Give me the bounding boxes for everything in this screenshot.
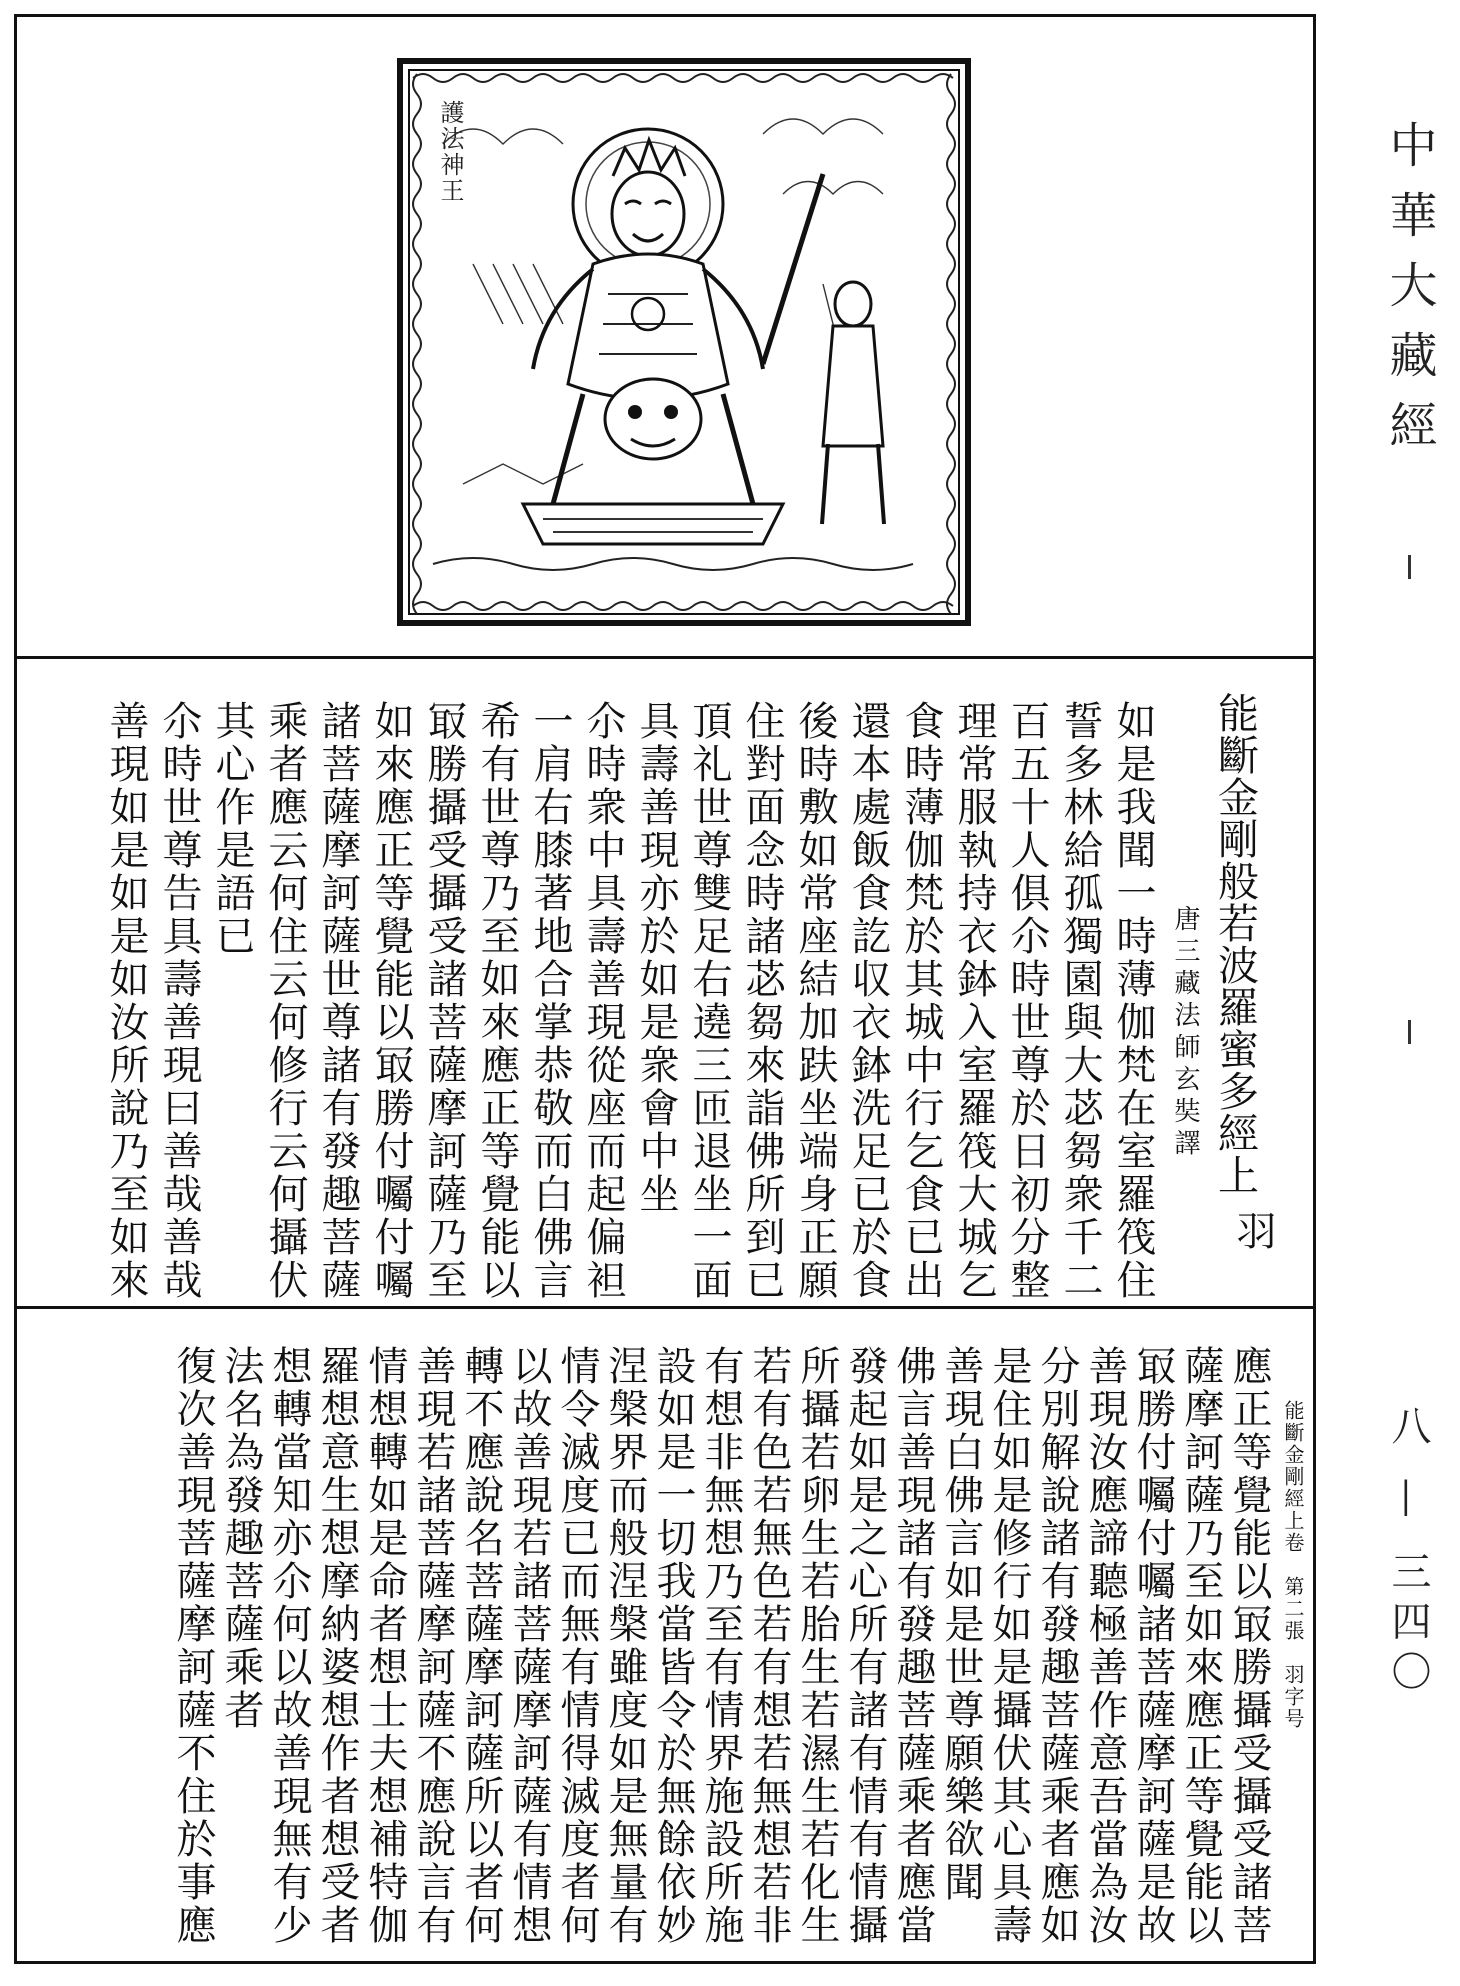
- margin-tick: [1408, 1020, 1411, 1044]
- text-column: 佛言善現諸有發趣菩薩乘者應當: [890, 1345, 936, 1947]
- text-column: 應正等覺能以冣勝攝受攝受諸菩: [1226, 1345, 1272, 1947]
- text-column: 後時敷如常座結加趺坐端身正願: [792, 700, 838, 1302]
- text-column: 冣勝攝受攝受諸菩薩摩訶薩乃至: [421, 700, 467, 1302]
- text-column: 住對面念時諸苾芻來詣佛所到已: [739, 700, 785, 1302]
- text-column: 是住如是修行如是攝伏其心具壽: [986, 1345, 1032, 1947]
- text-column: 諸菩薩摩訶薩世尊諸有發趣菩薩: [315, 700, 361, 1302]
- text-column: 冣勝付囑付囑諸菩薩摩訶薩是故: [1130, 1345, 1176, 1947]
- text-column: 設如是一切我當皆令於無餘依妙: [650, 1345, 696, 1947]
- text-column: 善現如是如是如汝所說乃至如來: [103, 700, 149, 1302]
- text-column: 如來應正等覺能以冣勝付囑付囑: [368, 700, 414, 1302]
- text-column: 發起如是之心所有諸有情有情攝: [842, 1345, 888, 1947]
- volume-mark: 羽: [1230, 1210, 1276, 1253]
- text-column: 若有色若無色若有想若無想若非: [746, 1345, 792, 1947]
- text-column: 乘者應云何住云何修行云何攝伏: [262, 700, 308, 1302]
- text-column: 情令滅度已而無有情得滅度者何: [554, 1345, 600, 1947]
- text-column: 善現若諸菩薩摩訶薩不應說言有: [410, 1345, 456, 1947]
- sutra-title: 能斷金剛般若波羅蜜多經上: [1211, 692, 1259, 1196]
- translator-line: 唐三藏法師玄奘譯: [1170, 905, 1200, 1161]
- text-column: 善現白佛言如是世尊願樂欲聞: [938, 1345, 984, 1904]
- text-column: 想轉當知亦尒何以故善現無有少: [266, 1345, 312, 1947]
- text-column: 羅想意生想摩納婆想作者想受者: [314, 1345, 360, 1947]
- text-column: 善現汝應諦聽極善作意吾當為汝: [1082, 1345, 1128, 1947]
- text-column: 希有世尊乃至如來應正等覺能以: [474, 700, 520, 1302]
- text-column: 涅槃界而般涅槃雖度如是無量有: [602, 1345, 648, 1947]
- text-column: 法名為發趣菩薩乘者: [218, 1345, 264, 1732]
- margin-tick: [1408, 555, 1411, 579]
- divider-bottom: [14, 1306, 1316, 1309]
- text-column: 復次善現菩薩摩訶薩不住於事應: [170, 1345, 216, 1947]
- text-column: 百五十人俱尒時世尊於日初分整: [1004, 700, 1050, 1302]
- text-column: 有想非無想乃至有情界施設所施: [698, 1345, 744, 1947]
- text-column: 尒時世尊告具壽善現曰善哉善哉: [156, 700, 202, 1302]
- woodblock-illustration: [397, 58, 971, 626]
- text-column: 具壽善現亦於如是衆會中坐: [633, 700, 679, 1216]
- guardian-deity-icon: [403, 64, 965, 620]
- text-column: 尒時衆中具壽善現從座而起偏袒: [580, 700, 626, 1302]
- divider-top: [14, 656, 1316, 659]
- text-column: 食時薄伽梵於其城中行乞食已出: [898, 700, 944, 1302]
- text-column: 以故善現若諸菩薩摩訶薩有情想: [506, 1345, 552, 1947]
- text-column: 理常服執持衣鉢入室羅筏大城乞: [951, 700, 997, 1302]
- text-column: 一肩右膝著地合掌恭敬而白佛言: [527, 700, 573, 1302]
- text-column: 還本處飯食訖収衣鉢洗足已於食: [845, 700, 891, 1302]
- text-column: 分別解說諸有發趣菩薩乘者應如: [1034, 1345, 1080, 1947]
- text-column: 其心作是語已: [209, 700, 255, 958]
- collection-title: 中華大藏經: [1381, 120, 1437, 470]
- text-column: 如是我聞一時薄伽梵在室羅筏住: [1110, 700, 1156, 1302]
- page-number: 八 — 三四〇: [1385, 1405, 1431, 1701]
- text-column: 轉不應說名菩薩摩訶薩所以者何: [458, 1345, 504, 1947]
- text-column: 所攝若卵生若胎生若濕生若化生: [794, 1345, 840, 1947]
- illustration-caption: 護法神王: [436, 100, 464, 204]
- text-column: 情想轉如是命者想士夫想補特伽: [362, 1345, 408, 1947]
- text-column: 誓多林給孤獨園與大苾芻衆千二: [1057, 700, 1103, 1302]
- text-column: 薩摩訶薩乃至如來應正等覺能以: [1178, 1345, 1224, 1947]
- running-header: 能斷金剛經上卷 第二張 羽字号: [1281, 1400, 1305, 1730]
- text-column: 頂礼世尊雙足右遶三匝退坐一面: [686, 700, 732, 1302]
